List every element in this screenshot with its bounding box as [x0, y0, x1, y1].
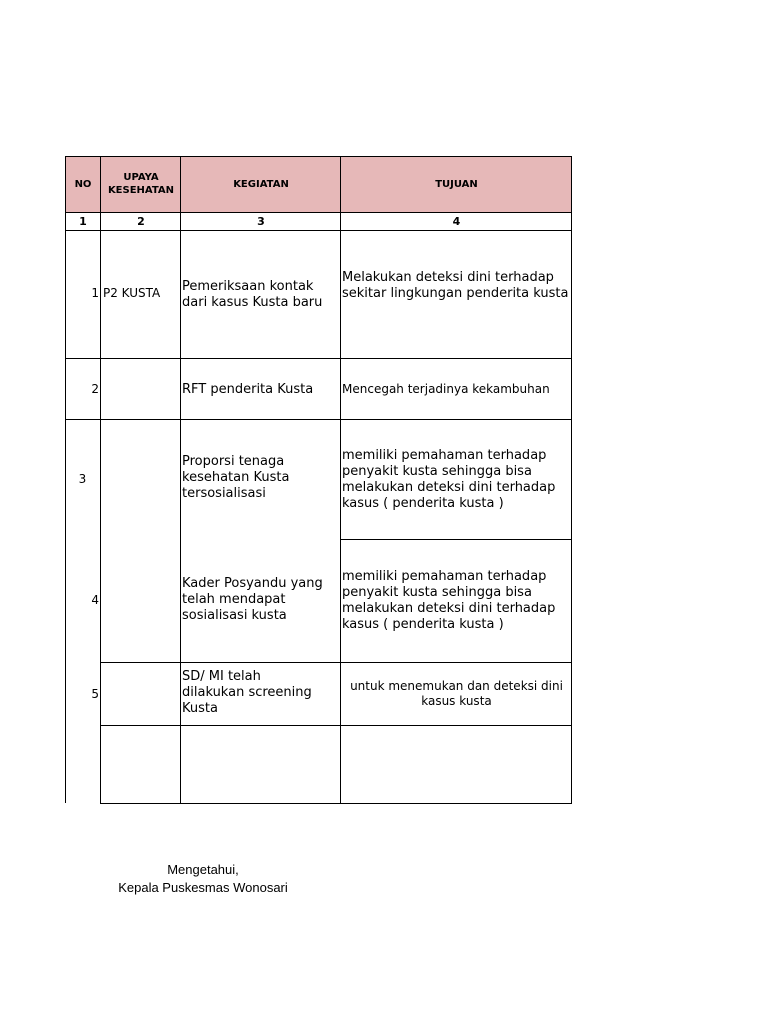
row-1-upaya: P2 KUSTA	[103, 286, 161, 300]
grid-line	[101, 803, 572, 804]
grid-line	[101, 662, 572, 663]
grid-line	[65, 358, 572, 359]
col-number-1: 1	[79, 214, 87, 228]
row-1-tujuan: Melakukan deteksi dini terhadap sekitar lingkungan penderita kusta	[342, 270, 569, 301]
row-1-kegiatan: Pemeriksaan kontak dari kasus Kusta baru	[182, 279, 323, 310]
footer-kepala-puskesmas: Kepala Puskesmas Wonosari	[118, 880, 288, 895]
row-3-tujuan: memiliki pemahaman terhadap penyakit kusta sehingga bisa melakukan deteksi dini terhadap kasus ( penderita kusta )	[342, 448, 556, 511]
row-4-kegiatan: Kader Posyandu yang telah mendapat sosialisasi kusta	[182, 576, 323, 623]
row-4-tujuan: memiliki pemahaman terhadap penyakit kusta sehingga bisa melakukan deteksi dini terhadap kasus ( penderita kusta )	[342, 569, 556, 632]
grid-line	[101, 725, 572, 726]
header-kegiatan: KEGIATAN	[233, 178, 289, 190]
row-5-no: 5	[91, 687, 99, 701]
grid-line	[180, 156, 181, 804]
header-no: NO	[74, 178, 92, 190]
grid-line	[100, 156, 101, 804]
row-1-no: 1	[91, 286, 99, 300]
grid-line	[65, 230, 572, 231]
col-number-2: 2	[137, 214, 145, 228]
row-2-tujuan: Mencegah terjadinya kekambuhan	[342, 382, 550, 396]
header-tujuan: TUJUAN	[435, 178, 478, 190]
col-number-4: 4	[452, 214, 461, 228]
footer-mengetahui: Mengetahui,	[167, 862, 239, 877]
row-5-tujuan: untuk menemukan dan deteksi dini kasus kusta	[350, 679, 563, 708]
grid-line	[65, 212, 572, 213]
row-2-no: 2	[91, 382, 99, 396]
row-4-no: 4	[91, 593, 99, 607]
grid-line	[65, 419, 572, 420]
row-3-kegiatan: Proporsi tenaga kesehatan Kusta tersosialisasi	[182, 454, 290, 501]
header-upaya-kesehatan: UPAYA KESEHATAN	[107, 172, 175, 196]
row-2-kegiatan: RFT penderita Kusta	[182, 382, 314, 397]
grid-line	[65, 156, 572, 157]
row-5-kegiatan: SD/ MI telah dilakukan screening Kusta	[182, 669, 312, 716]
grid-line	[340, 539, 572, 540]
row-3-no: 3	[78, 472, 87, 486]
col-number-3: 3	[257, 214, 265, 228]
